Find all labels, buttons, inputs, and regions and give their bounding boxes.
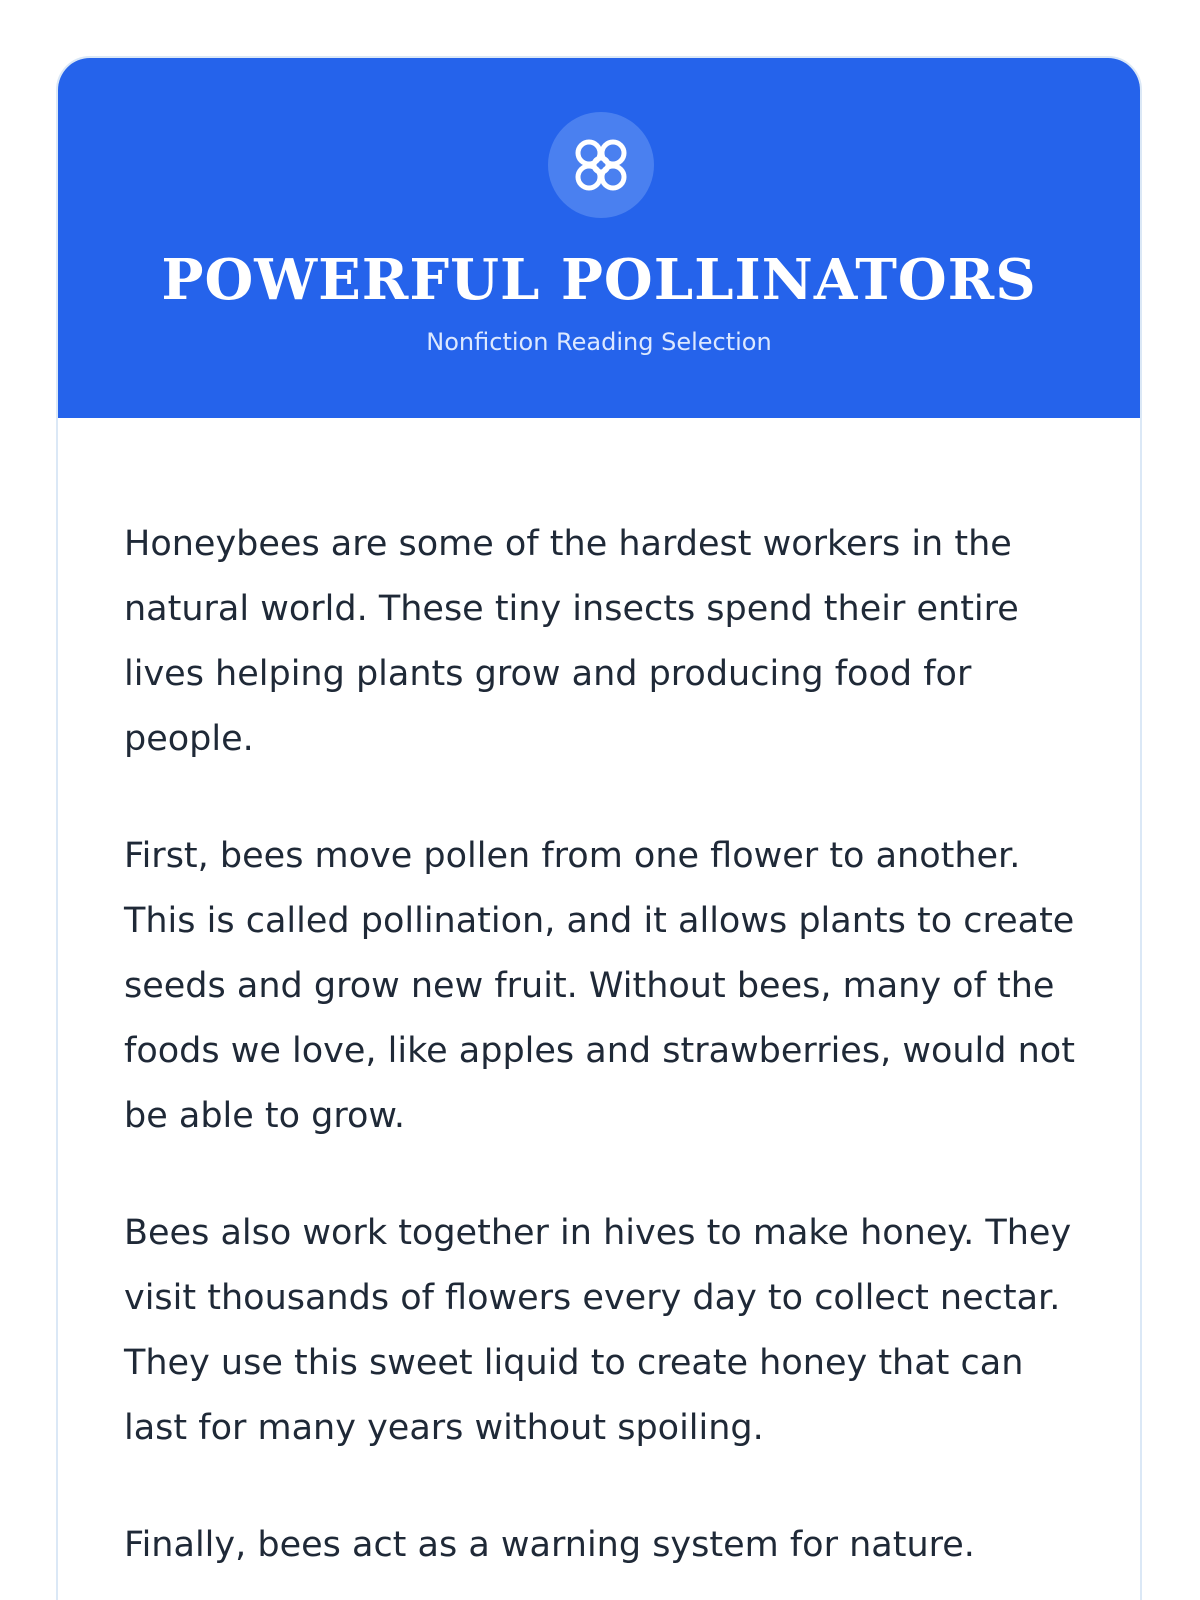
- article-paragraph-4: Finally, bees act as a warning system for nature.: [124, 1525, 975, 1565]
- article-paragraph-1: Honeybees are some of the hardest workers in the natural world. These tiny insects spend their entire lives helping plants grow and producing food for people.: [124, 524, 1019, 759]
- article-paragraph-3: Bees also work together in hives to make honey. They visit thousands of flowers every day to collect nectar. They use this sweet liquid to create honey that can last for many years without spoiling.: [124, 1213, 1072, 1448]
- reading-card: [56, 56, 1142, 1600]
- header-icon-badge: [548, 112, 654, 218]
- page-subtitle: Nonfiction Reading Selection: [426, 328, 772, 356]
- flower-icon: [569, 133, 633, 197]
- card-header: [58, 58, 1140, 418]
- page-title: POWERFUL POLLINATORS: [161, 247, 1037, 313]
- article-body: [124, 512, 1084, 1600]
- article-paragraph-2: First, bees move pollen from one flower to another. This is called pollination, and it allows plants to create seeds and grow new fruit. Without bees, many of the foods we love, like apples and strawberries, would not be able to grow.: [124, 836, 1075, 1136]
